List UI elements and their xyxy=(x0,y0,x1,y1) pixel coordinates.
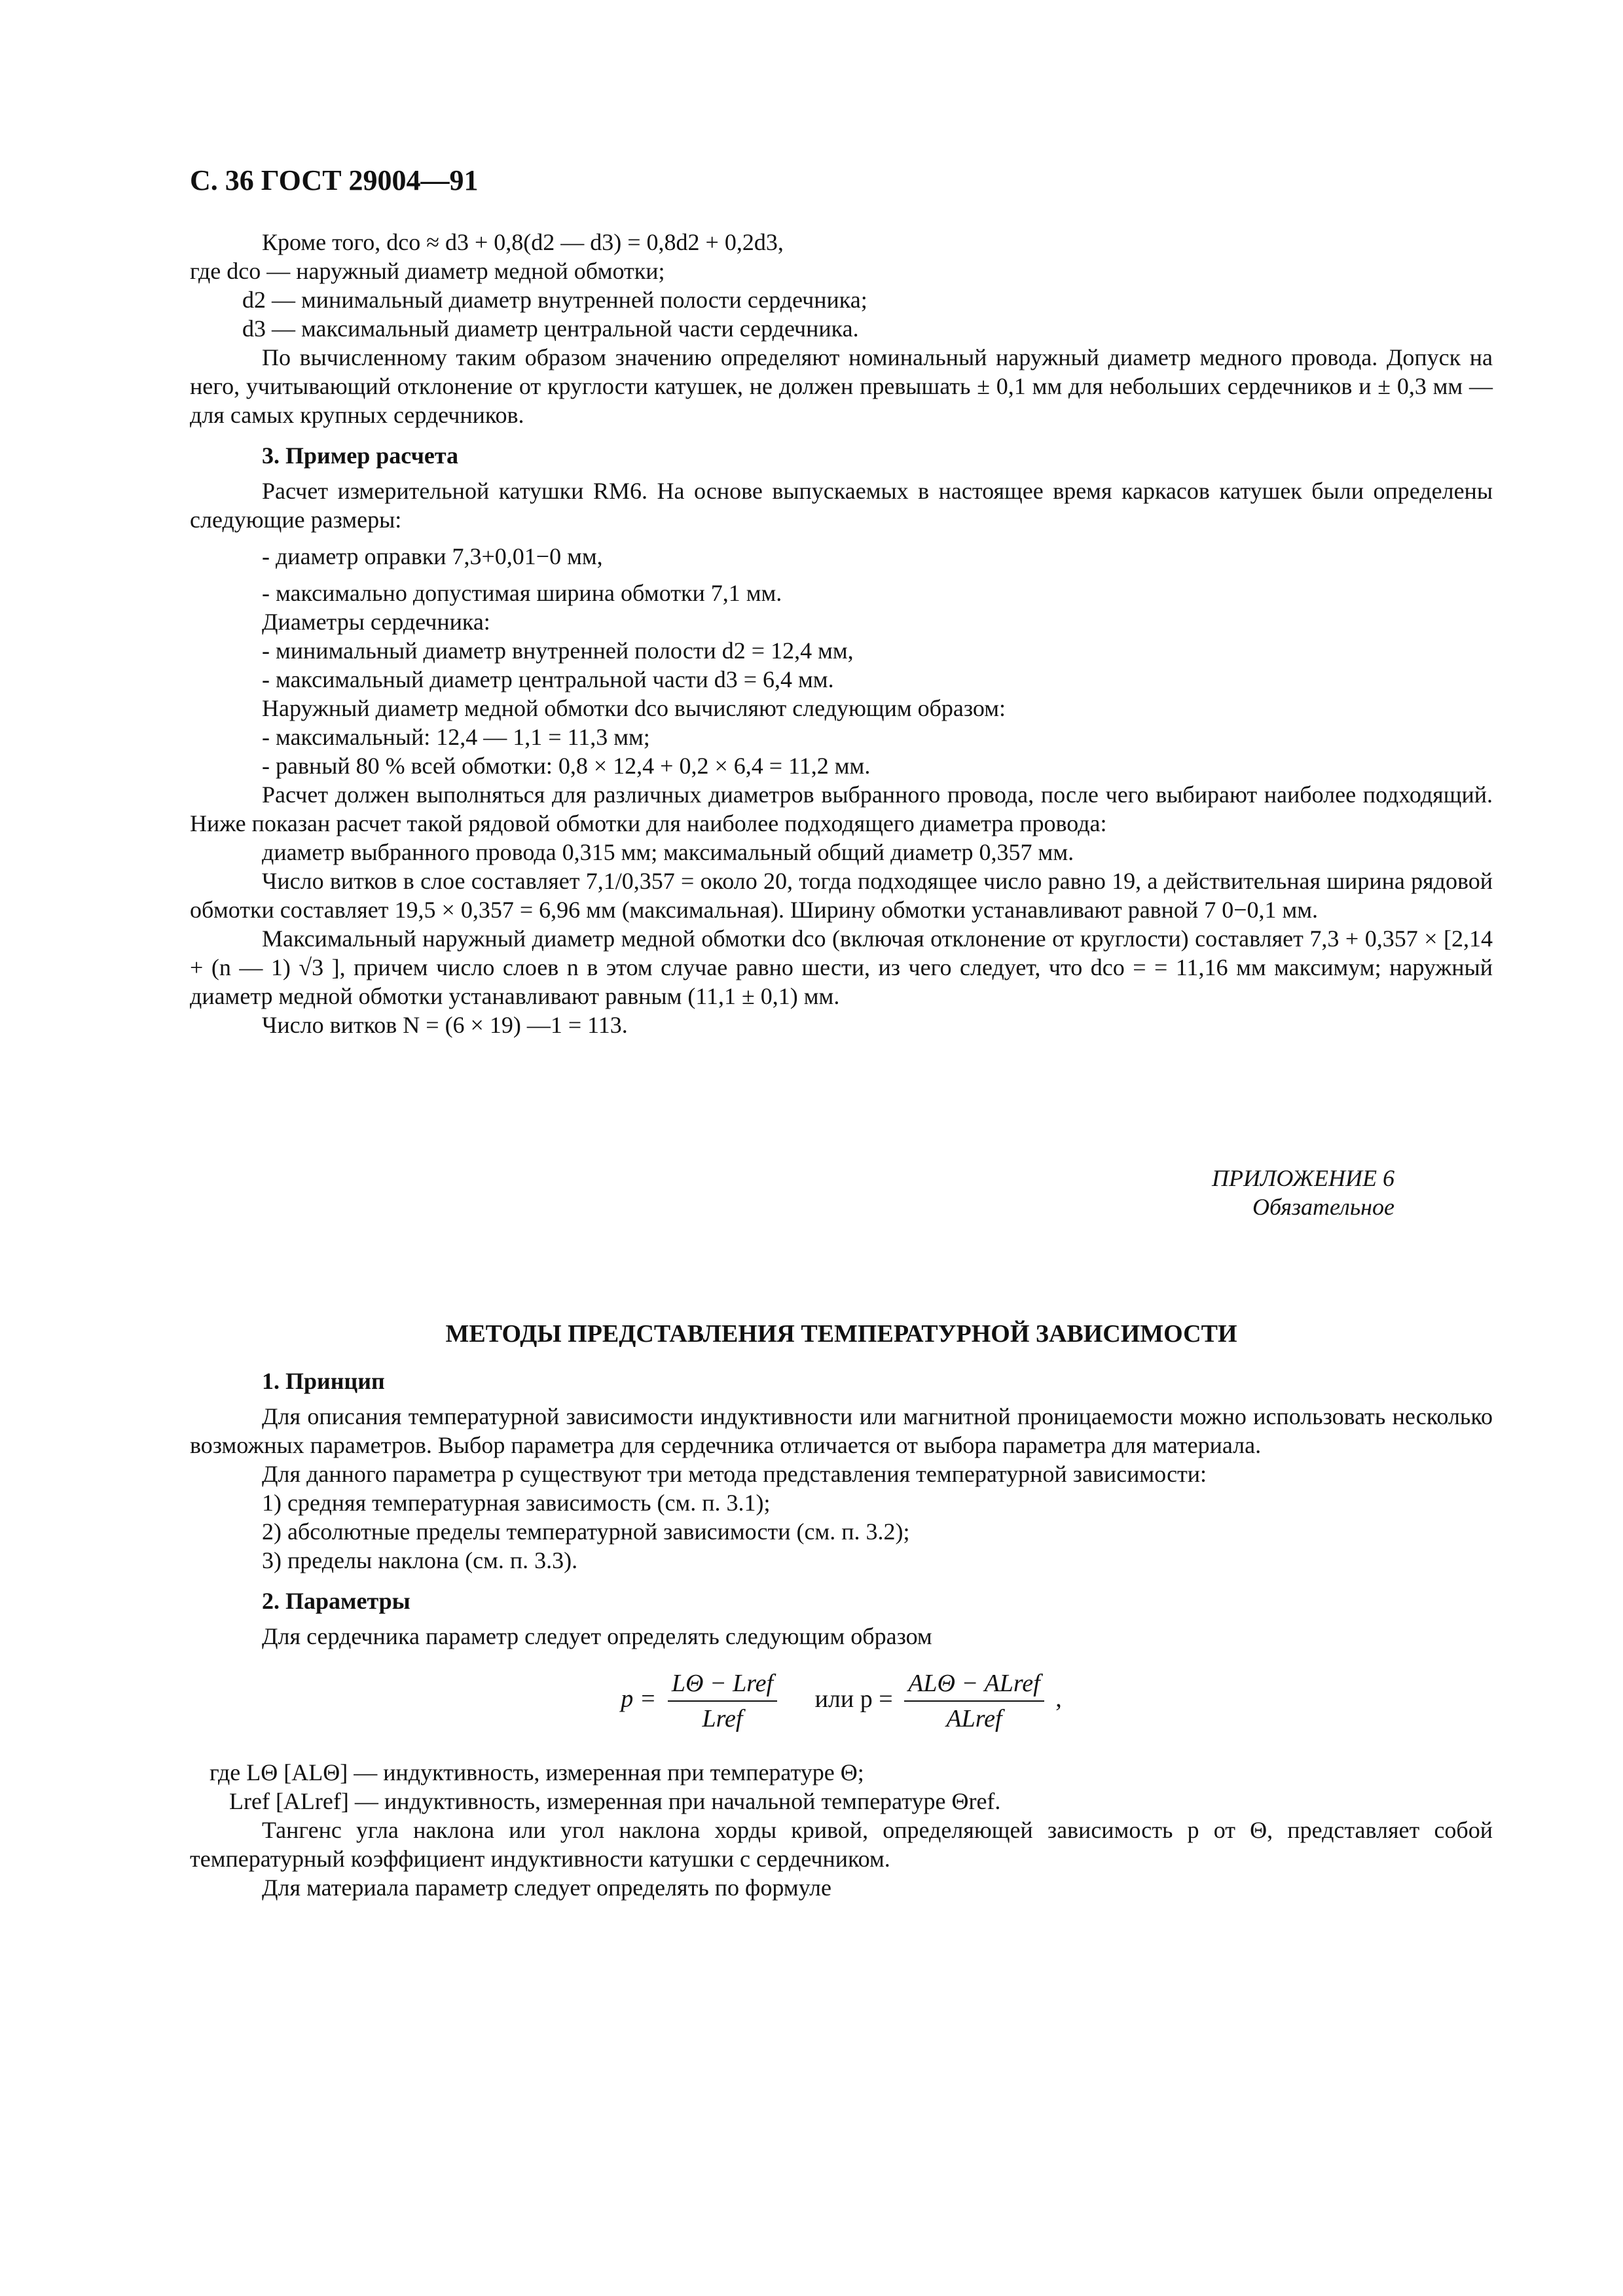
section-heading: 2. Параметры xyxy=(262,1588,410,1614)
fraction xyxy=(904,1669,1044,1733)
list-item: - максимальный диаметр центральной части d3 = 6,4 мм. xyxy=(262,666,834,692)
definition-line: где LΘ [ALΘ] — индуктивность, измеренная при температуре Θ; xyxy=(210,1759,864,1785)
list-item: 3) пределы наклона (см. п. 3.3). xyxy=(262,1547,578,1573)
section-heading: 3. Пример расчета xyxy=(262,442,458,469)
paragraph: По вычисленному таким образом значению определяют номинальный наружный диаметр медного провода. Допуск на него, учитывающий отклонение от круглости катушек, не должен превышать ± 0,1 мм для небольших сердечников и ± 0,3 мм — для самых крупных сердечников. xyxy=(190,344,1493,428)
definition-line: где dco — наружный диаметр медной обмотки; xyxy=(190,258,665,284)
list-item: 2) абсолютные пределы температурной зависимости (см. п. 3.2); xyxy=(262,1518,910,1545)
paragraph: Число витков в слое составляет 7,1/0,357 = около 20, тогда подходящее число равно 19, а действительная ширина рядовой обмотки составляет 19,5 × 0,357 = 6,96 мм (максимальная). Ширину обмотки устанавливают равной 7 0−0,1 мм. xyxy=(190,868,1493,923)
paragraph: Расчет должен выполняться для различных диаметров выбранного провода, после чего выбирают наиболее подходящий. Ниже показан расчет такой рядовой обмотки для наиболее подходящего диаметра провода: xyxy=(190,781,1493,836)
formula xyxy=(190,1669,1493,1733)
paragraph: Тангенс угла наклона или угол наклона хорды кривой, определяющей зависимость p от Θ, представляет собой температурный коэффициент индуктивности катушки с сердечником. xyxy=(190,1817,1493,1872)
section-heading: 1. Принцип xyxy=(262,1368,385,1394)
appendix-status: Обязательное xyxy=(1252,1194,1395,1220)
definition-line: Lref [ALref] — индуктивность, измеренная при начальной температуре Θref. xyxy=(229,1788,1001,1814)
paragraph: Расчет измерительной катушки RM6. На основе выпускаемых в настоящее время каркасов катушек были определены следующие размеры: xyxy=(190,478,1493,533)
list-item: - максимально допустимая ширина обмотки 7,1 мм. xyxy=(262,580,782,606)
paragraph: Кроме того, dco ≈ d3 + 0,8(d2 — d3) = 0,8d2 + 0,2d3, xyxy=(262,229,784,255)
fraction-numerator: LΘ − Lref xyxy=(668,1669,777,1702)
fraction-denominator: ALref xyxy=(946,1705,1002,1732)
definition-line: d2 — минимальный диаметр внутренней полости сердечника; xyxy=(242,287,867,313)
definition-line: d3 — максимальный диаметр центральной части сердечника. xyxy=(242,315,859,342)
fraction-denominator: Lref xyxy=(702,1705,743,1732)
fraction xyxy=(668,1669,777,1733)
paragraph: Для материала параметр следует определять по формуле xyxy=(262,1874,831,1901)
list-item: - равный 80 % всей обмотки: 0,8 × 12,4 + 0,2 × 6,4 = 11,2 мм. xyxy=(262,753,871,779)
list-label: Наружный диаметр медной обмотки dco вычисляют следующим образом: xyxy=(262,695,1006,721)
paragraph: Для сердечника параметр следует определять следующим образом xyxy=(262,1623,932,1649)
list-item: - минимальный диаметр внутренней полости d2 = 12,4 мм, xyxy=(262,637,854,664)
list-item: - диаметр оправки 7,3+0,01−0 мм, xyxy=(262,543,603,569)
list-item: 1) средняя температурная зависимость (см. п. 3.1); xyxy=(262,1490,771,1516)
formula-lhs: p = xyxy=(621,1685,657,1713)
paragraph: Для данного параметра p существуют три метода представления температурной зависимости: xyxy=(262,1461,1207,1487)
appendix-label xyxy=(190,1164,1493,1221)
document-page xyxy=(190,164,1493,1902)
section-title: МЕТОДЫ ПРЕДСТАВЛЕНИЯ ТЕМПЕРАТУРНОЙ ЗАВИСИМОСТИ xyxy=(445,1320,1237,1348)
list-item: - максимальный: 12,4 — 1,1 = 11,3 мм; xyxy=(262,724,650,750)
page-header: С. 36 ГОСТ 29004—91 xyxy=(190,164,479,196)
formula-or: или p = xyxy=(814,1685,893,1713)
formula-tail: , xyxy=(1055,1685,1062,1713)
list-label: Диаметры сердечника: xyxy=(262,609,490,635)
paragraph: Для описания температурной зависимости индуктивности или магнитной проницаемости можно использовать несколько возможных параметров. Выбор параметра для сердечника отличается от выбора параметра для материала. xyxy=(190,1403,1493,1458)
paragraph: диаметр выбранного провода 0,315 мм; максимальный общий диаметр 0,357 мм. xyxy=(262,839,1074,865)
paragraph: Число витков N = (6 × 19) —1 = 113. xyxy=(262,1012,628,1038)
paragraph: Максимальный наружный диаметр медной обмотки dco (включая отклонение от круглости) составляет 7,3 + 0,357 × [2,14 + (n — 1) √3 ], причем число слоев n в этом случае равно шести, из чего следует, что dco = = 11,16 мм максимум; наружный диаметр медной обмотки устанавливают равным (11,1 ± 0,1) мм. xyxy=(190,925,1493,1009)
fraction-numerator: ALΘ − ALref xyxy=(904,1669,1044,1702)
appendix-number: ПРИЛОЖЕНИЕ 6 xyxy=(1212,1165,1395,1191)
